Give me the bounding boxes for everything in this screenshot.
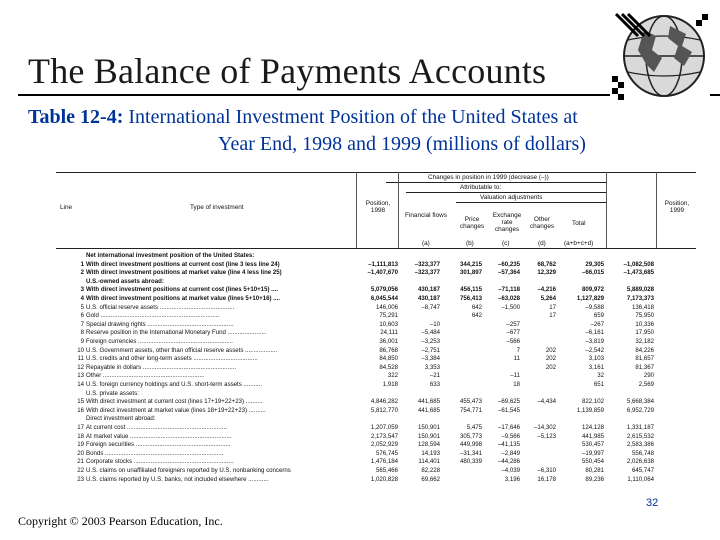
- cell-line: 5: [80, 303, 84, 311]
- cell-type: Repayable in dollars .......................................................: [86, 363, 237, 371]
- slide-title: The Balance of Payments Accounts: [28, 51, 547, 91]
- cell-position-1999: 84,226: [635, 346, 654, 354]
- cell-position-1999: 81,367: [635, 363, 654, 371]
- cell-line: 6: [80, 312, 84, 320]
- cell-financial-flows: 430,187: [417, 295, 440, 302]
- cell-exchange-changes: –41,135: [497, 441, 520, 449]
- cell-position-1998: 1,207,059: [370, 424, 398, 431]
- cell-price-changes: 456,115: [460, 286, 482, 294]
- header-other-changes: Other changes: [529, 216, 555, 230]
- cell-type: Reserve position in the International Monetary Fund .......................: [86, 329, 267, 337]
- cell-other-changes: –14,302: [533, 424, 556, 431]
- table-row: [56, 424, 696, 431]
- table-row: [56, 338, 696, 345]
- cell-position-1999: 645,747: [631, 467, 654, 474]
- cell-financial-flows: –5,484: [421, 329, 440, 337]
- cell-other-changes: 5,264: [540, 295, 556, 302]
- cell-exchange-changes: –17,646: [497, 424, 520, 431]
- cell-type: Direct investment abroad:: [86, 415, 156, 423]
- cell-total: 530,457: [581, 441, 604, 449]
- cell-total: 651: [593, 381, 604, 388]
- header-changes: Changes in position in 1999 (decrease (–)): [428, 174, 549, 181]
- cell-position-1999: 7,173,373: [626, 295, 654, 302]
- table-row: [56, 269, 696, 276]
- cell-type: Bonds ......................................................................: [86, 449, 224, 457]
- header-total: Total: [572, 220, 586, 227]
- cell-position-1999: 10,336: [635, 320, 654, 328]
- cell-price-changes: 5,475: [466, 424, 482, 431]
- cell-total: –19,997: [581, 449, 604, 457]
- cell-position-1999: 2,026,638: [626, 458, 654, 466]
- cell-total: 29,305: [585, 260, 604, 268]
- cell-total: 1,139,859: [576, 406, 604, 414]
- cell-position-1999: 1,110,064: [627, 475, 654, 483]
- cell-financial-flows: 633: [429, 381, 440, 388]
- cell-position-1999: 2,583,386: [626, 441, 654, 449]
- cell-type: At current cost ...........................................................: [86, 424, 227, 431]
- header-line: Line: [60, 204, 73, 211]
- cell-price-changes: 642: [471, 303, 482, 311]
- cell-total: 80,281: [585, 467, 604, 474]
- cell-position-1999: 17,950: [635, 329, 654, 337]
- cell-total: 1,127,829: [576, 295, 604, 302]
- cell-type: U.S. credits and other long-term assets ......................................: [86, 355, 258, 363]
- page-number: 32: [646, 497, 659, 509]
- cell-type: With direct investment positions at market value (line 4 less line 25): [86, 269, 282, 277]
- cell-line: 18: [77, 432, 84, 440]
- cell-type: Other ............................................................: [86, 372, 205, 380]
- cell-other-changes: –4,434: [537, 398, 556, 406]
- table-row: [56, 398, 696, 405]
- cell-line: 20: [77, 449, 84, 457]
- cell-other-changes: 202: [545, 355, 556, 363]
- cell-other-changes: 17: [549, 303, 556, 311]
- cell-exchange-changes: –60,235: [497, 260, 520, 268]
- cell-price-changes: 455,473: [459, 398, 482, 406]
- cell-financial-flows: 114,401: [418, 458, 440, 466]
- cell-other-changes: 16,178: [537, 475, 556, 483]
- cell-position-1998: 84,850: [379, 355, 398, 363]
- header-financial-flows: Financial flows: [405, 212, 447, 219]
- cell-other-changes: –4,216: [537, 286, 556, 294]
- cell-position-1998: 322: [387, 372, 398, 380]
- cell-position-1999: 1,331,187: [626, 424, 654, 431]
- cell-exchange-changes: 18: [513, 381, 520, 388]
- cell-financial-flows: 441,685: [417, 398, 440, 406]
- cell-position-1999: 75,950: [635, 312, 654, 320]
- cell-other-changes: 12,329: [537, 269, 556, 277]
- cell-position-1999: 2,615,532: [626, 432, 654, 440]
- table-row: [56, 381, 696, 388]
- cell-position-1998: 86,768: [379, 346, 398, 354]
- cell-exchange-changes: –57,364: [497, 269, 520, 277]
- cell-total: –9,588: [585, 303, 604, 311]
- cell-line: 12: [77, 363, 84, 371]
- cell-financial-flows: –323,377: [414, 269, 440, 277]
- header-sub-c: (c): [502, 240, 510, 247]
- cell-exchange-changes: –44,286: [497, 458, 520, 466]
- table-row: [56, 415, 696, 422]
- header-position-1999: Position, 1999: [664, 200, 690, 214]
- cell-line: 16: [77, 406, 84, 414]
- cell-line: 4: [80, 295, 84, 302]
- header-sub-e: (a+b+c+d): [564, 240, 594, 247]
- cell-position-1998: 10,603: [379, 320, 398, 328]
- cell-position-1999: 5,889,028: [626, 286, 654, 294]
- cell-financial-flows: –8,747: [421, 303, 440, 311]
- cell-line: 3: [80, 286, 84, 294]
- cell-position-1998: 36,001: [379, 338, 398, 345]
- table-row: [56, 476, 696, 483]
- cell-type: Foreign securities ........................................................: [86, 441, 231, 449]
- globe-icon: [608, 6, 712, 106]
- table-row: [56, 450, 696, 457]
- cell-type: At market value ............................................................: [86, 432, 232, 440]
- cell-total: –3,819: [585, 338, 604, 345]
- cell-type: U.S.-owned assets abroad:: [86, 277, 164, 285]
- table-row: [56, 304, 696, 311]
- cell-other-changes: –5,123: [537, 432, 556, 440]
- header-sub-b: (b): [466, 240, 474, 247]
- copyright-notice: Copyright © 2003 Pearson Education, Inc.: [18, 514, 223, 528]
- cell-position-1999: 556,748: [631, 449, 654, 457]
- cell-type: U.S. private assets:: [86, 389, 139, 397]
- cell-line: 14: [77, 381, 84, 388]
- cell-line: 21: [77, 458, 84, 466]
- header-valuation: Valuation adjustments: [480, 194, 543, 201]
- cell-position-1998: 565,466: [375, 467, 398, 474]
- cell-financial-flows: 441,685: [417, 406, 440, 414]
- cell-line: 10: [77, 346, 84, 354]
- cell-total: –66,015: [581, 269, 604, 277]
- cell-total: 659: [593, 312, 604, 320]
- cell-price-changes: 756,413: [459, 295, 482, 302]
- cell-financial-flows: 430,187: [417, 286, 440, 294]
- cell-type: Special drawing rights ...................................................: [86, 320, 234, 328]
- cell-position-1998: 1,918: [382, 381, 398, 388]
- cell-exchange-changes: –71,118: [498, 286, 520, 294]
- cell-type: With direct investment at market value (lines 18+19+22+23) ..........: [86, 406, 266, 414]
- cell-position-1999: 290: [643, 372, 654, 380]
- table-row: [56, 433, 696, 440]
- cell-exchange-changes: 3,196: [504, 475, 520, 483]
- cell-total: 822,102: [581, 398, 604, 406]
- investment-position-table: [56, 172, 696, 488]
- cell-other-changes: –6,310: [537, 467, 556, 474]
- cell-financial-flows: 3,353: [424, 363, 440, 371]
- cell-price-changes: 480,339: [459, 458, 482, 466]
- cell-position-1999: 81,657: [635, 355, 654, 363]
- cell-financial-flows: 150,901: [417, 424, 440, 431]
- table-row: [56, 329, 696, 336]
- header-exchange-rate: Exchange rate changes: [492, 212, 522, 233]
- cell-total: –6,161: [585, 329, 604, 337]
- cell-financial-flows: 128,594: [417, 441, 440, 449]
- cell-position-1998: –1,407,670: [367, 269, 398, 277]
- table-row: [56, 407, 696, 414]
- cell-position-1998: 24,111: [380, 329, 398, 337]
- cell-type: With direct investment at current cost (lines 17+19+22+23) ..........: [86, 398, 263, 406]
- cell-position-1999: 5,668,384: [626, 398, 654, 406]
- cell-type: U.S. claims on unaffiliated foreigners reported by U.S. nonbanking concerns: [86, 467, 291, 474]
- cell-position-1998: 4,846,282: [370, 398, 398, 406]
- cell-position-1999: 32,182: [635, 338, 654, 345]
- cell-other-changes: 17: [549, 312, 556, 320]
- cell-exchange-changes: –63,028: [497, 295, 520, 302]
- cell-exchange-changes: –11: [510, 372, 520, 380]
- cell-position-1999: 2,569: [638, 381, 654, 388]
- table-row: [56, 347, 696, 354]
- cell-type: U.S. claims reported by U.S. banks, not included elsewhere ............: [86, 475, 269, 483]
- cell-exchange-changes: –61,545: [497, 406, 520, 414]
- cell-line: 2: [80, 269, 84, 277]
- cell-type: With direct investment positions at market value (lines 5+10+16) ....: [86, 295, 280, 302]
- cell-position-1999: 6,952,729: [626, 406, 654, 414]
- cell-price-changes: 305,773: [459, 432, 482, 440]
- cell-line: 13: [77, 372, 84, 380]
- cell-position-1998: 576,745: [375, 449, 398, 457]
- cell-line: 23: [77, 475, 84, 483]
- cell-type: With direct investment positions at current cost (lines 5+10+15) ....: [86, 286, 278, 294]
- cell-price-changes: 754,771: [459, 406, 482, 414]
- cell-type: Corporate stocks ...........................................................: [86, 458, 234, 466]
- cell-position-1998: 2,173,547: [370, 432, 398, 440]
- table-row: [56, 458, 696, 465]
- cell-financial-flows: 150,901: [417, 432, 440, 440]
- cell-exchange-changes: –4,039: [501, 467, 520, 474]
- table-caption: [28, 104, 698, 158]
- cell-position-1999: 136,418: [631, 303, 654, 311]
- cell-financial-flows: 82,228: [421, 467, 440, 474]
- cell-total: 3,161: [588, 363, 604, 371]
- cell-type: Net international investment position of the United States:: [86, 252, 255, 259]
- cell-financial-flows: –21: [429, 372, 440, 380]
- cell-total: 3,103: [588, 355, 604, 363]
- cell-type: Foreign currencies ........................................................: [86, 338, 233, 345]
- header-attributable: Attributable to:: [460, 184, 502, 191]
- table-row: [56, 286, 696, 293]
- cell-total: 550,454: [581, 458, 604, 466]
- cell-position-1998: 6,045,544: [370, 295, 398, 302]
- table-row: [56, 467, 696, 474]
- cell-financial-flows: –2,751: [421, 346, 440, 354]
- cell-position-1998: 2,052,929: [370, 441, 398, 449]
- cell-line: 11: [77, 355, 84, 363]
- cell-exchange-changes: –2,849: [501, 449, 520, 457]
- cell-position-1998: 1,476,184: [370, 458, 398, 466]
- cell-position-1998: 1,020,828: [370, 475, 398, 483]
- cell-position-1998: 5,812,770: [370, 406, 398, 414]
- cell-price-changes: –31,341: [459, 449, 482, 457]
- cell-type: Gold ......................................................................: [86, 312, 220, 320]
- table-row: [56, 390, 696, 397]
- cell-price-changes: 642: [471, 312, 482, 320]
- cell-type: U.S. Government assets, other than official reserve assets ...................: [86, 346, 278, 354]
- cell-exchange-changes: –566: [506, 338, 520, 345]
- cell-position-1998: 146,006: [375, 303, 398, 311]
- table-row: [56, 364, 696, 371]
- cell-exchange-changes: –9,566: [501, 432, 520, 440]
- cell-position-1998: 5,079,056: [370, 286, 398, 294]
- caption-line-2: Year End, 1998 and 1999 (millions of dollars): [218, 133, 586, 155]
- cell-position-1999: –1,473,685: [623, 269, 654, 277]
- header-price-changes: Price changes: [459, 216, 485, 230]
- cell-position-1998: 75,291: [379, 312, 398, 320]
- header-type: Type of investment: [190, 204, 244, 211]
- table-row: [56, 261, 696, 268]
- cell-exchange-changes: 11: [513, 355, 520, 363]
- table-row: [56, 321, 696, 328]
- header-sub-d: (d): [538, 240, 546, 247]
- table-row: [56, 278, 696, 285]
- header-sub-a: (a): [422, 240, 430, 247]
- cell-line: 19: [77, 441, 84, 449]
- cell-other-changes: 68,762: [537, 260, 556, 268]
- cell-line: 1: [80, 260, 84, 268]
- cell-total: 809,972: [581, 286, 604, 294]
- cell-line: 9: [80, 338, 84, 345]
- table-row: [56, 355, 696, 362]
- cell-line: 17: [77, 424, 84, 431]
- table-row: [56, 312, 696, 319]
- cell-financial-flows: 14,193: [421, 449, 440, 457]
- cell-type: With direct investment positions at current cost (line 3 less line 24): [86, 260, 280, 268]
- cell-total: –2,542: [585, 346, 604, 354]
- cell-financial-flows: –10: [429, 320, 440, 328]
- cell-exchange-changes: –69,625: [497, 398, 520, 406]
- table-row: [56, 372, 696, 379]
- cell-price-changes: 301,897: [459, 269, 482, 277]
- cell-financial-flows: –323,377: [414, 260, 440, 268]
- cell-total: 32: [597, 372, 604, 380]
- cell-type: U.S. foreign currency holdings and U.S. short-term assets ...........: [86, 381, 263, 388]
- cell-exchange-changes: 7: [516, 346, 520, 354]
- cell-type: U.S. official reserve assets ............................................: [86, 303, 235, 311]
- caption-line-1: International Investment Position of the United States at: [128, 106, 578, 128]
- cell-price-changes: 344,215: [459, 260, 482, 268]
- cell-other-changes: 202: [545, 363, 556, 371]
- cell-line: 7: [80, 320, 84, 328]
- table-row: [56, 295, 696, 302]
- cell-line: 22: [77, 467, 84, 474]
- cell-position-1998: 84,528: [379, 363, 398, 371]
- cell-total: 441,985: [581, 432, 604, 440]
- cell-price-changes: 449,998: [459, 441, 482, 449]
- header-position-1998: Position, 1998: [365, 200, 391, 214]
- table-row: [56, 252, 696, 259]
- cell-exchange-changes: –1,500: [501, 303, 520, 311]
- cell-exchange-changes: –257: [506, 320, 520, 328]
- cell-total: 124,128: [581, 424, 604, 431]
- cell-total: 89,236: [585, 475, 604, 483]
- cell-position-1998: –1,111,813: [368, 260, 398, 268]
- cell-other-changes: 202: [545, 346, 556, 354]
- cell-financial-flows: –3,253: [421, 338, 440, 345]
- table-row: [56, 441, 696, 448]
- cell-exchange-changes: –677: [506, 329, 520, 337]
- cell-line: 15: [77, 398, 84, 406]
- cell-position-1999: –1,082,508: [623, 260, 654, 268]
- cell-line: 8: [80, 329, 84, 337]
- table-number: Table 12-4:: [28, 106, 124, 128]
- cell-total: –267: [590, 320, 604, 328]
- cell-financial-flows: –3,384: [421, 355, 440, 363]
- cell-financial-flows: 69,662: [421, 475, 440, 483]
